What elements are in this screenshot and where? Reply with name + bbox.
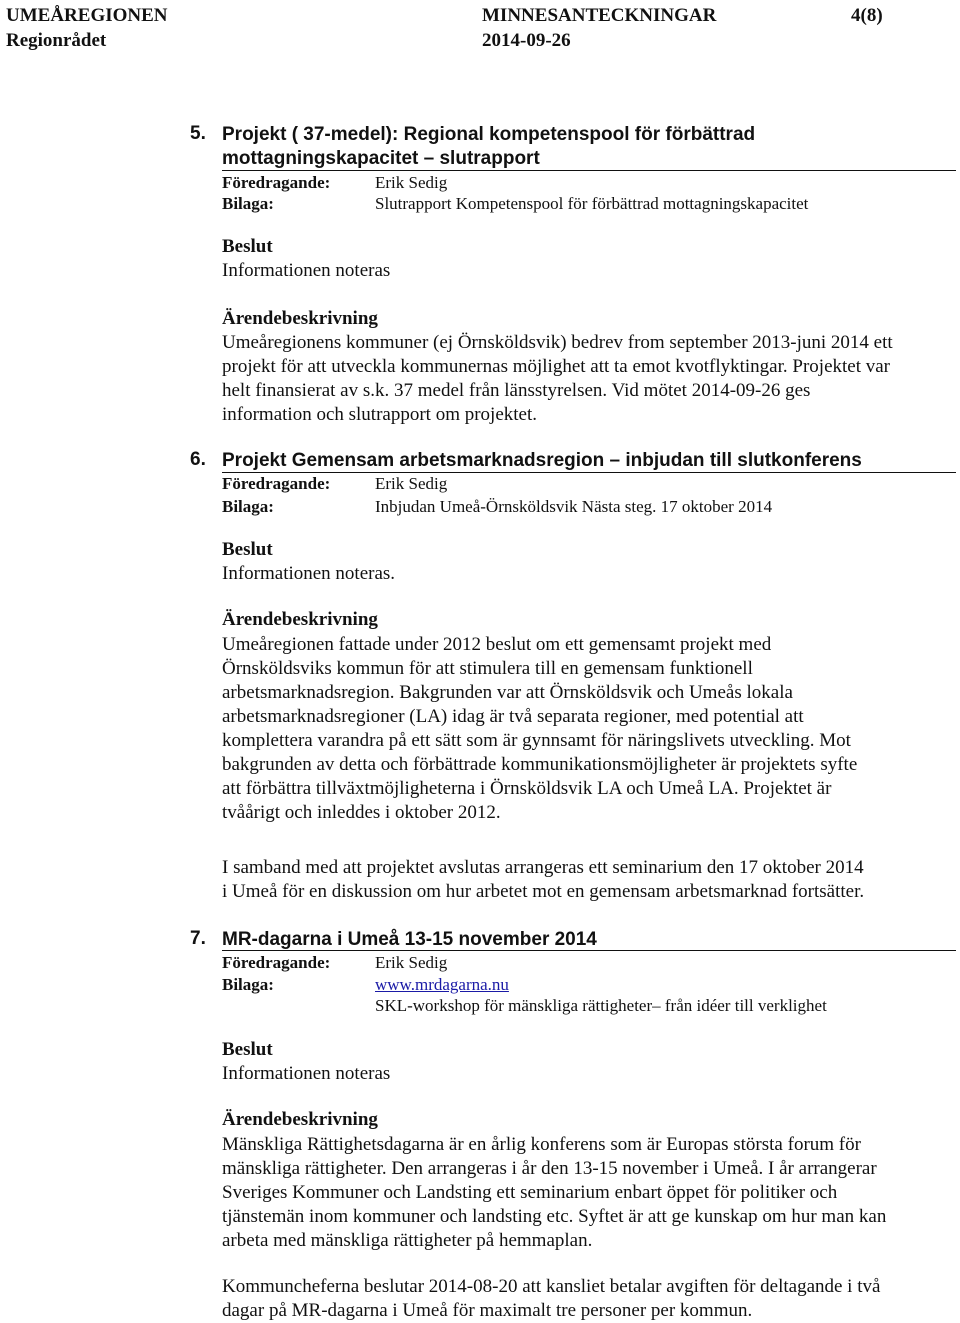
description-heading: Ärendebeskrivning bbox=[222, 1109, 378, 1130]
description-paragraph bbox=[222, 1275, 950, 1323]
item-title-line-2: mottagningskapacitet – slutrapport bbox=[222, 148, 540, 169]
attachment-label: Bilaga: bbox=[222, 194, 274, 213]
attachment: Slutrapport Kompetenspool för förbättrad mottagningskapacitet bbox=[375, 194, 809, 213]
decision-text: Informationen noteras bbox=[222, 1063, 391, 1084]
decision-text: Informationen noteras. bbox=[222, 563, 396, 584]
item-title-line-1: MR-dagarna i Umeå 13-15 november 2014 bbox=[222, 929, 597, 950]
description-paragraph bbox=[222, 331, 950, 427]
paragraph-line: Sveriges Kommuner och Landsting ett seminarium enbart öppet för politiker och bbox=[222, 1182, 838, 1203]
header-doc-type: MINNESANTECKNINGAR bbox=[482, 5, 717, 26]
decision-heading: Beslut bbox=[222, 236, 273, 257]
paragraph-line: Mänskliga Rättighetsdagarna är en årlig konferens som är Europas största forum för bbox=[222, 1134, 861, 1155]
attachment: Inbjudan Umeå-Örnsköldsvik Nästa steg. 17 oktober 2014 bbox=[375, 497, 773, 516]
title-underline bbox=[222, 950, 956, 951]
item-title-line-1: Projekt ( 37-medel): Regional kompetenspool för förbättrad bbox=[222, 124, 756, 145]
item-title-line-1: Projekt Gemensam arbetsmarknadsregion – inbjudan till slutkonferens bbox=[222, 450, 862, 471]
presenter-name: Erik Sedig bbox=[375, 474, 448, 493]
header-date: 2014-09-26 bbox=[482, 30, 571, 51]
paragraph-line: helt finansierat av s.k. 37 medel från länsstyrelsen. Vid mötet 2014-09-26 ges bbox=[222, 380, 811, 401]
paragraph-line: i Umeå för en diskussion om hur arbetet mot en gemensam arbetsmarknad fortsätter. bbox=[222, 881, 865, 902]
presenter-name: Erik Sedig bbox=[375, 953, 448, 972]
description-paragraph bbox=[222, 1133, 950, 1253]
description-paragraph bbox=[222, 633, 950, 825]
item-number: 5. bbox=[190, 123, 206, 144]
description-heading: Ärendebeskrivning bbox=[222, 609, 378, 630]
attachment: SKL-workshop för mänskliga rättigheter– från idéer till verklighet bbox=[375, 996, 827, 1015]
presenter-name: Erik Sedig bbox=[375, 173, 448, 192]
paragraph-line: tvåårigt och inleddes i oktober 2012. bbox=[222, 802, 501, 823]
presenter-label: Föredragande: bbox=[222, 474, 331, 493]
paragraph-line: arbetsmarknadsregioner (LA) idag är två separata regioner, med potential att bbox=[222, 706, 804, 727]
paragraph-line: information och slutrapport om projektet. bbox=[222, 404, 538, 425]
attachment-label: Bilaga: bbox=[222, 497, 274, 516]
paragraph-line: dagar på MR-dagarna i Umeå för maximalt tre personer per kommun. bbox=[222, 1300, 753, 1321]
item-number: 7. bbox=[190, 928, 206, 949]
header-unit: Regionrådet bbox=[6, 30, 107, 51]
decision-heading: Beslut bbox=[222, 1039, 273, 1060]
title-underline bbox=[222, 170, 956, 171]
paragraph-line: komplettera varandra på ett sätt som är gynnsamt för näringslivets utveckling. Mot bbox=[222, 730, 851, 751]
paragraph-line: arbeta med mänskliga rättigheter på hemmaplan. bbox=[222, 1230, 593, 1251]
paragraph-line: bakgrunden av detta och förbättrade kommunikationsmöjligheter är projektets syfte bbox=[222, 754, 858, 775]
presenter-label: Föredragande: bbox=[222, 173, 331, 192]
paragraph-line: I samband med att projektet avslutas arrangeras ett seminarium den 17 oktober 2014 bbox=[222, 857, 864, 878]
item-number: 6. bbox=[190, 449, 206, 470]
header-page-number: 4(8) bbox=[851, 5, 883, 26]
paragraph-line: tjänstemän inom kommuner och landsting etc. Syftet är att ge kunskap om hur man kan bbox=[222, 1206, 887, 1227]
description-heading: Ärendebeskrivning bbox=[222, 308, 378, 329]
description-paragraph bbox=[222, 856, 950, 904]
title-underline bbox=[222, 472, 956, 473]
paragraph-line: mänskliga rättigheter. Den arrangeras i år den 13-15 november i Umeå. I år arrangerar bbox=[222, 1158, 877, 1179]
presenter-label: Föredragande: bbox=[222, 953, 331, 972]
paragraph-line: Umeåregionens kommuner (ej Örnsköldsvik) bedrev from september 2013-juni 2014 ett bbox=[222, 332, 893, 353]
paragraph-line: Örnsköldsviks kommun för att stimulera till en gemensam funktionell bbox=[222, 658, 753, 679]
paragraph-line: Umeåregionen fattade under 2012 beslut om ett gemensamt projekt med bbox=[222, 634, 772, 655]
website-link[interactable]: www.mrdagarna.nu bbox=[375, 975, 509, 994]
decision-heading: Beslut bbox=[222, 539, 273, 560]
header-org: UMEÅREGIONEN bbox=[6, 5, 168, 26]
paragraph-line: att förbättra tillväxtmöjligheterna i Örnsköldsvik LA och Umeå LA. Projektet är bbox=[222, 778, 832, 799]
paragraph-line: Kommuncheferna beslutar 2014-08-20 att kansliet betalar avgiften för deltagande i två bbox=[222, 1276, 881, 1297]
attachment-label: Bilaga: bbox=[222, 975, 274, 994]
decision-text: Informationen noteras bbox=[222, 260, 391, 281]
paragraph-line: projekt för att utveckla kommunernas möjlighet att ta emot kvotflyktingar. Projektet var bbox=[222, 356, 890, 377]
paragraph-line: arbetsmarknadsregion. Bakgrunden var att Örnsköldsvik och Umeås lokala bbox=[222, 682, 793, 703]
